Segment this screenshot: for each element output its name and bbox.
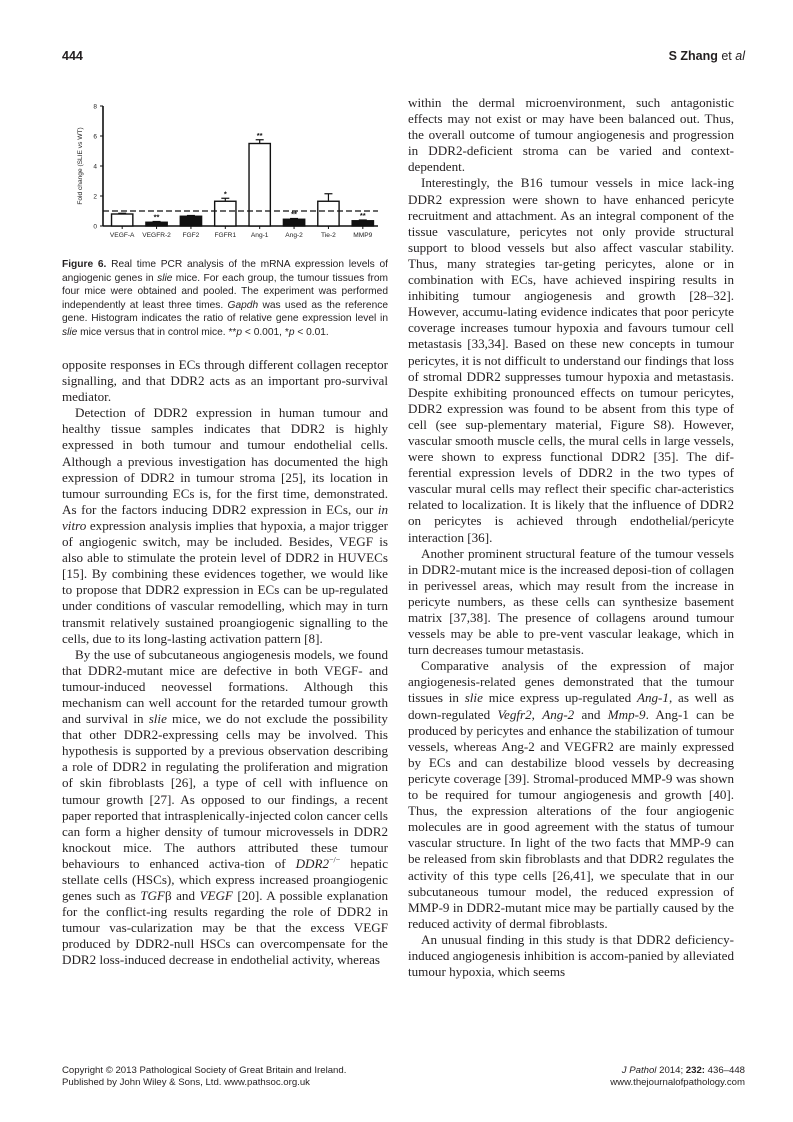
bar: [180, 216, 201, 226]
significance-marker: **: [256, 130, 263, 140]
bar: [249, 144, 270, 227]
paragraph: opposite responses in ECs through different collagen receptor signalling, and that DDR2 acts as an important pro-survival mediator.: [62, 357, 388, 405]
citation: [610, 1065, 745, 1077]
volume: 232:: [685, 1065, 705, 1076]
significance-marker: *: [223, 189, 227, 199]
caption-italic: Gapdh: [227, 299, 259, 311]
y-tick-label: 6: [93, 133, 97, 141]
caption-text: Real time PCR analysis of the mRNA expression levels of angiogenic genes in: [62, 259, 388, 284]
x-tick-label: FGF2: [182, 232, 200, 239]
paragraph: Comparative analysis of the expression of major angiogenesis-related genes demonstrated that the tumour tissues in slie mice express up-regulated Ang-1, as well as down-regulated Vegfr2, Ang-2 and Mmp-9. Ang-1 can be produced by pericytes and enhance the stabilization of tumour vessels, whereas Ang-2 and VEGFR2 are mainly expressed by ECs and can destabilize blood vessels by decreasing pericyte coverage [39]. Stromal-produced MMP-9 was shown to be required for tumour angiogenesis and growth [40]. Thus, the expression alterations of the four angiogenic molecules are in good agreement with the status of tumour vascular structure. In light of the two facts that MMP-9 can be released from skin fibroblasts and that DDR2 regulates the activity of this type cells [26,41], we speculate that in our subcutaneous tumour model, the reduced expression of MMP-9 in DDR2-mutant mice may be partially caused by the reduced activity of dermal fibroblasts.: [408, 658, 735, 931]
significance-marker: **: [153, 212, 160, 222]
author-initials: S Z: [668, 49, 689, 63]
website: www.thejournalofpathology.com: [610, 1077, 745, 1088]
caption-italic: p: [236, 326, 243, 338]
footer-right: [610, 1065, 745, 1089]
caption-text: mice versus that in control mice. **: [77, 326, 237, 338]
al: al: [735, 49, 745, 63]
caption-label: Figure 6.: [62, 259, 107, 270]
caption-text: < 0.01.: [294, 326, 329, 338]
journal-name: J Pathol: [621, 1065, 657, 1076]
caption-text: mice. For each group, the tumour tissues from four mice were obtained and pooled. The experiment was performed independently at least three times.: [62, 272, 388, 311]
paragraph: An unusual finding in this study is that DDR2 deficiency-induced angiogenesis inhibition is accom-panied by alleviated tumour hypoxia, which seems: [408, 931, 734, 980]
running-head: [669, 49, 745, 63]
footer-left: [62, 1065, 346, 1089]
bar: [146, 222, 167, 226]
year: 2014;: [656, 1065, 686, 1076]
y-axis-label: Fold change (SLIE vs WT): [77, 127, 84, 205]
caption-italic: slie: [157, 272, 173, 284]
significance-marker: **: [359, 211, 366, 220]
figure-caption: [62, 258, 388, 340]
paragraph: Interestingly, the B16 tumour vessels in mice lack-ing DDR2 expression were shown to have enhanced pericyte recruitment and attachment. As an integral component of the tissue vasculature, pericytes not only provide structural support to blood vessels but also affect vascular stability. Thus, many strategies tar-geting pericytes, alone or in combination with ECs, have achieved inspiring results in inhibiting tumour angiogenesis and growth [28–32]. However, accumu-lating evidence indicates that poor pericyte coverage increases tumour hypoxia and favours tumour cell metastasis [33,34]. Based on these new concepts in tumour pericytes, it is not difficult to understand our findings that loss of stromal DDR2 suppresses tumour hypoxia and metastasis. Despite exhibiting pronounced effects on tumour pericytes, DDR2 expression was found to be absent from this type of cell (see sup-plementary material, Figure S8). However, vascular smooth muscle cells, the mural cells in large vessels, were shown to express functional DDR2 [35]. The dif-ferential expression levels of DDR2 in the two types of vascular mural cells may reflect their specific char-acteristics related to localization. It is likely that the influence of DDR2 on pericytes is achieved through endothelial/pericyte interaction [36].: [408, 175, 734, 545]
x-tick-label: Tie-2: [321, 232, 336, 239]
x-tick-label: Ang-2: [285, 232, 303, 239]
caption-text: was used as the reference gene. Histogram indicates the ratio of relative gene expression level in: [62, 299, 388, 325]
paragraph: Detection of DDR2 expression in human tumour and healthy tissue samples indicates that DDR2 is highly expressed in both tumour and tumour endothelial cells. Although a previous investigation has documented the high expression of DDR2 in tumour stroma [25], its location in tumour surrounding ECs is, for the first time, demonstrated. As for the factors inducing DDR2 expression in ECs, our in vitro expression analysis implies that hypoxia, a major trigger of angiogenic switch, may be included. Besides, VEGF is also able to stimulate the protein level of DDR2 in HUVECs [15]. By combining these evidences together, we would like to propose that DDR2 expression in ECs can be up-regulated under conditions of vascular remodelling, which may in turn transmit relatively sustained proangiogenic signalling to the cells, due to its long-lasting activation pattern [8].: [62, 405, 388, 646]
plot-area: [77, 104, 378, 240]
x-tick-label: VEGFR-2: [142, 232, 171, 239]
figure-6-chart: [60, 95, 390, 255]
copyright: Copyright © 2013 Pathological Society of Great Britain and Ireland.: [62, 1065, 347, 1076]
x-tick-label: MMP9: [353, 232, 373, 239]
author-surname: hang: [688, 49, 722, 63]
bar: [283, 219, 304, 226]
left-column: [62, 357, 388, 969]
y-tick-label: 8: [93, 103, 97, 111]
publisher: Published by John Wiley & Sons, Ltd. www.pathsoc.org.uk: [62, 1077, 310, 1088]
x-tick-label: VEGF-A: [109, 232, 135, 239]
right-column: [408, 95, 734, 980]
bar: [215, 201, 236, 226]
y-tick-label: 2: [93, 193, 97, 201]
et: et: [721, 49, 736, 63]
bar: [318, 201, 339, 226]
x-tick-label: FGFR1: [214, 232, 237, 239]
caption-italic: slie: [62, 326, 78, 338]
bar: [112, 214, 133, 226]
paragraph: By the use of subcutaneous angiogenesis models, we found that DDR2-mutant mice are defective in both VEGF- and tumour-induced neovessel formations. Although this mechanism can well account for the retarded tumour growth and survival in slie mice, we do not exclude the possibility that other DDR2-expressing cells may be involved. This hypothesis is supported by a previous observation describing a role of DDR2 in regulating the proliferation and migration of skin fibroblasts [26], a type of cell with influence on tumour growth [27]. As opposed to our findings, a recent paper reported that intrasplenically-injected colon cancer cells can form a higher density of tumour microvessels in DDR2 knockout mice. The authors attributed these tumour behaviours to enhanced activa-tion of DDR2−/− hepatic stellate cells (HSCs), which express increased proangiogenic genes such as TGFβ and VEGF [20]. A possible explanation for the conflict-ing results regarding the role of DDR2 in tumour vas-cularization may be that the excess VEGF produced by DDR2-null HSCs can overcompensate for the DDR2 loss-induced decrease in endothelial activity, whereas: [62, 646, 389, 968]
y-tick-label: 0: [93, 223, 97, 231]
paragraph: within the dermal microenvironment, such antagonistic effects may not exist or may have been balanced out. Thus, the overall outcome of tumour angiogenesis and progression in DDR2-deficient stroma can be varied and context-dependent.: [408, 95, 734, 175]
caption-italic: p: [288, 326, 295, 338]
x-tick-label: Ang-1: [250, 232, 269, 239]
paragraph: Another prominent structural feature of the tumour vessels in DDR2-mutant mice is the increased deposi-tion of collagen in perivessel areas, which may result from the increase in pericyte numbers, as these cells can synthesize basement matrix [37,38]. The presence of collagens around tumour vessels may be able to pre-vent vascular leakage, which in turn decreases tumour metastasis.: [408, 545, 734, 658]
caption-text: < 0.001, *: [242, 326, 289, 338]
significance-marker: **: [291, 209, 297, 219]
y-tick-label: 4: [93, 163, 97, 171]
bar: [352, 221, 373, 226]
page-number: 444: [62, 49, 83, 63]
pages: 436–448: [704, 1065, 745, 1076]
